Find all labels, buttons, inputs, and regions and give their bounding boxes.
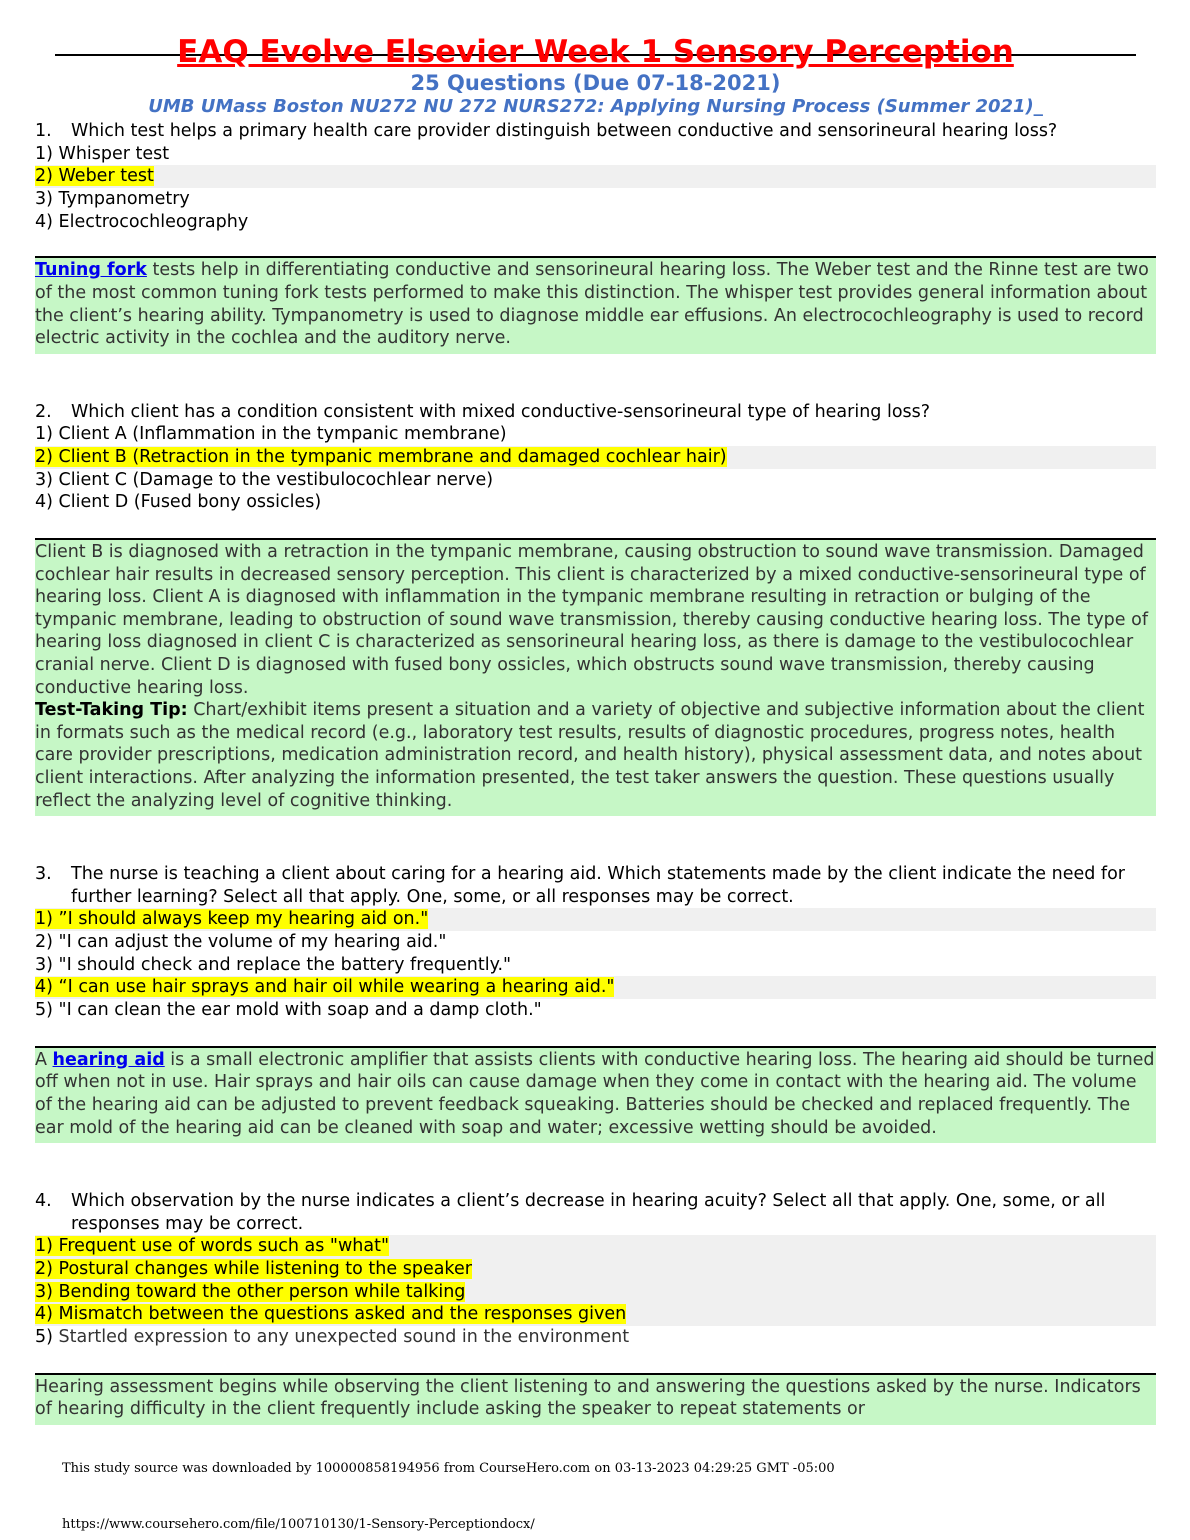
option-text-highlighted: 2) Postural changes while listening to the speaker [35,1259,472,1280]
rationale-box [35,1373,1156,1425]
answer-option-correct [35,1281,1156,1304]
question-2 [35,401,1156,816]
option-text: 4) Client D (Fused bony ossicles) [35,492,322,513]
question-stem: The nurse is teaching a client about caring for a hearing aid. Which statements made by the client indicate the need for further learning? Select all that apply. One, some, or all responses may be correct. [71,864,1125,907]
answer-option-correct [35,1235,1156,1258]
spacer [35,816,1156,861]
rationale-box [35,1046,1156,1143]
course-name: UMB UMass Boston NU272 NU 272 NURS272: Applying Nursing Process (Summer 2021)_ [148,96,1043,117]
answer-option [35,423,1156,446]
answer-option-correct [35,165,1156,188]
answer-option [35,469,1156,492]
option-text: 2) "I can adjust the volume of my hearing aid." [35,932,447,953]
question-number: 4. [35,1191,52,1212]
answer-option [35,491,1156,514]
option-text-highlighted: 4) “I can use hair sprays and hair oil while wearing a hearing aid." [35,977,615,998]
hearing-aid-link[interactable]: hearing aid [52,1049,165,1070]
option-text: 3) Client C (Damage to the vestibulocochlear nerve) [35,469,494,490]
rationale-text: Hearing assessment begins while observing the client listening to and answering the questions asked by the nurse. Indicators of hearing difficulty in the client frequently include asking the speaker to repeat statements or [35,1376,1141,1420]
question-4 [35,1190,1156,1425]
answer-option-correct [35,1303,1156,1326]
answer-option: 5) Startled expression to any unexpected sound in the environment [35,1327,630,1348]
answer-option [35,931,1156,954]
document-page [35,0,1156,1425]
question-4-text [35,1190,1156,1235]
answer-option [35,999,1156,1022]
question-1 [35,120,1156,354]
option-text-highlighted: 4) Mismatch between the questions asked and the responses given [35,1304,627,1325]
question-1-text [35,120,1156,143]
rationale-text: tests help in differentiating conductive and sensorineural hearing loss. The Weber test and the Rinne test are two of the most common tuning fork tests performed to make this distinction. The whisper test provides general information about the client’s hearing ability. Tympanometry is used to diagnose middle ear effusions. An electrocochleography is used to record electric activity in the cochlea and the auditory nerve. [35,260,1149,349]
option-text-highlighted: 3) Bending toward the other person while talking [35,1281,466,1302]
tip-text: Chart/exhibit items present a situation and a variety of objective and subjective information about the client in formats such as the medical record (e.g., laboratory test results, results of diagnostic procedures, progress notes, health care provider prescriptions, medication administration record, and health history), physical assessment data, and notes about client interactions. After analyzing the information presented, the test taker answers the question. These questions usually reflect the analyzing level of cognitive thinking. [35,700,1145,811]
source-url[interactable]: https://www.coursehero.com/file/100710130/1-Sensory-Perceptiondocx/ [62,1517,535,1532]
option-text: 3) Tympanometry [35,188,190,209]
tuning-fork-link[interactable]: Tuning fork [35,260,147,281]
download-notice: This study source was downloaded by 100000858194956 from CourseHero.com on 03-13-2023 04:29:25 GMT -05:00 [62,1461,835,1476]
rationale-box [35,538,1156,816]
document-title: EAQ Evolve Elsevier Week 1 Sensory Perception [177,34,1014,70]
option-text: 1) Whisper test [35,143,170,164]
document-subtitle: 25 Questions (Due 07-18-2021) [410,71,781,95]
spacer [35,1143,1156,1188]
answer-option-correct [35,908,1156,931]
option-text-highlighted: 1) Frequent use of words such as "what" [35,1236,390,1257]
tip-label: Test-Taking Tip: [35,700,188,721]
question-2-text [35,401,1156,424]
question-number: 3. [35,864,52,885]
option-text: Startled expression to any unexpected sound in the environment [52,1327,630,1348]
answer-option [35,211,1156,234]
question-number: 2. [35,401,52,422]
answer-option [35,954,1156,977]
answer-option [35,143,1156,166]
document-header [35,0,1156,118]
option-text: 1) Client A (Inflammation in the tympanic membrane) [35,424,507,445]
rationale-box [35,256,1156,353]
spacer [35,354,1156,399]
answer-option-correct [35,446,1156,469]
answer-option [35,188,1156,211]
question-number: 1. [35,121,52,141]
answer-option-correct [35,1258,1156,1281]
option-text: 3) "I should check and replace the battery frequently." [35,954,512,975]
option-text-highlighted: 2) Client B (Retraction in the tympanic membrane and damaged cochlear hair) [35,447,727,467]
option-text: 4) Electrocochleography [35,211,249,232]
rationale-text: is a small electronic amplifier that assists clients with conductive hearing loss. The hearing aid should be turned off when not in use. Hair sprays and hair oils can cause damage when they come in contact with the hearing aid. The volume of the hearing aid can be adjusted to prevent feedback squeaking. Batteries should be checked and replaced frequently. The ear mold of the hearing aid can be cleaned with soap and water; excessive wetting should be avoided. [35,1049,1155,1138]
option-text-highlighted: 2) Weber test [35,166,154,187]
question-3 [35,863,1156,1143]
question-stem: Which client has a condition consistent with mixed conductive-sensorineural type of hearing loss? [71,401,931,422]
question-3-text [35,863,1156,908]
option-text: 5) "I can clean the ear mold with soap and a damp cloth." [35,1000,542,1021]
question-stem: Which observation by the nurse indicates a client’s decrease in hearing acuity? Select all that apply. One, some, or all responses may be correct. [71,1191,1106,1234]
question-stem: Which test helps a primary health care provider distinguish between conductive and sensorineural hearing loss? [71,121,1058,141]
answer-option-correct [35,976,1156,999]
rationale-prefix: A [35,1049,53,1070]
rationale-text: Client B is diagnosed with a retraction in the tympanic membrane, causing obstruction to sound wave transmission. Damaged cochlear hair results in decreased sensory perception. This client is characterized by a mixed conductive-sensorineural type of hearing loss. Client A is diagnosed with inflammation in the tympanic membrane resulting in retraction or bulging of the tympanic membrane, leading to obstruction of sound wave transmission, thereby causing conductive hearing loss. The type of hearing loss diagnosed in client C is characterized as sensorineural hearing loss, as there is damage to the vestibulocochlear cranial nerve. Client D is diagnosed with fused bony ossicles, which obstructs sound wave transmission, thereby causing conductive hearing loss. [35,542,1148,698]
option-text-highlighted: 1) ”I should always keep my hearing aid on." [35,909,429,930]
